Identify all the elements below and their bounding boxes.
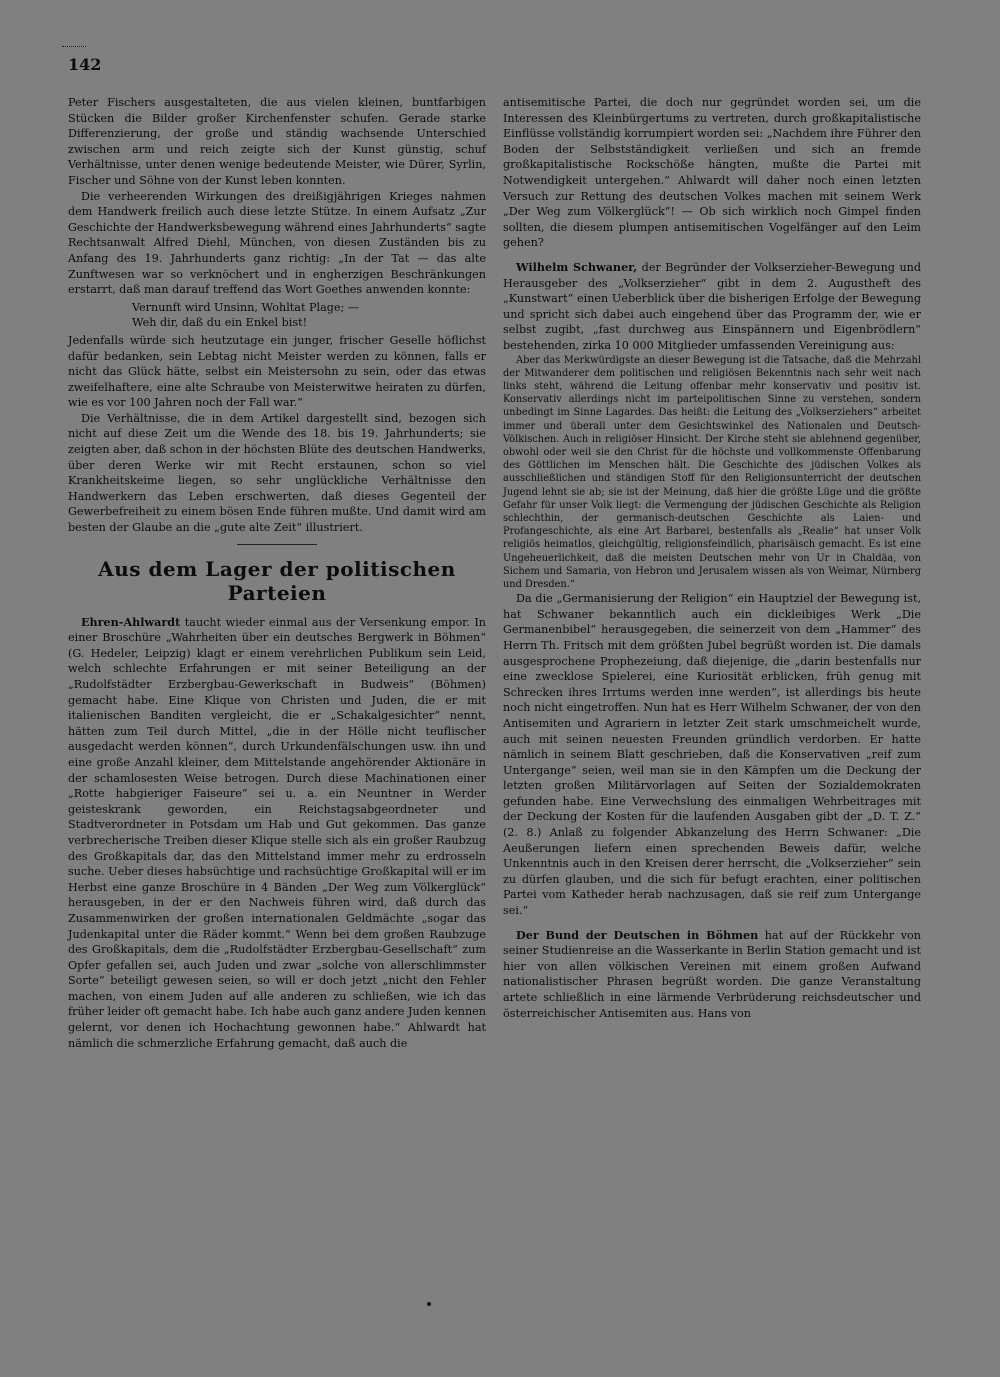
right-paragraph-1: antisemitische Partei, die doch nur gegründet worden sei, um die Interessen des Kleinbürgertums zu vertreten, durch großkapitalistische Einflüsse vollständig korrumpiert worden sei: „Nachdem ihre Führer den Boden der Selbstständigkeit verließen und sich an fremde großkapitalistische Rockschöße hängten, mußte die Partei mit Notwendigkeit untergehen.“ Ahlwardt will daher noch einen letzten Versuch zur Rettung des deutschen Volkes machen mit seinem Werk „Der Weg zum Völkerglück“! — Ob sich wirklich noch Gimpel finden sollten, die diesem plumpen antisemitischen Vogelfänger auf den Leim gehen? (503, 96, 921, 250)
left-paragraph-4: Die Verhältnisse, die in dem Artikel dargestellt sind, bezogen sich nicht auf diese Zeit um die Wende des 18. bis 19. Jahrhunderts; sie zeigten aber, daß schon in der höchsten Blüte des deutschen Handwerks, über deren Werke wir mit Recht erstaunen, schon so viel Krankheitskeime liegen, so sehr unglückliche Verhältnisse den Handwerkern das Leben erschwerten, daß dieses Gegenteil der Gewerbefreiheit zu einem bösen Ende führen mußte. Und damit wird am besten der Glaube an die „gute alte Zeit“ illustriert. (68, 411, 486, 535)
block-quote: Aber das Merkwürdigste an dieser Bewegung ist die Tatsache, daß die Mehrzahl der Mitwanderer dem politischen und religiösen Bekenntnis nach sehr weit nach links steht, während die Leitung offenbar mehr konservativ und positiv ist. Konservativ allerdings nicht im parteipolitischen Sinne zu verstehen, sondern unbedingt im Sinne Lagardes. Das heißt: die Leitung des „Volkserziehers“ arbeitet immer und überall unter dem Gesichtswinkel des Nationalen und Deutsch-Völkischen. Auch in religiöser Hinsicht. Der Kirche steht sie ablehnend gegenüber, obwohl oder weil sie den Christ für die höchste und vollkommenste Offenbarung des Göttlichen im Menschen hält. Die Geschichte des jüdischen Volkes als ausschließlichen und ständigen Stoff für den Religionsunterricht der deutschen Jugend lehnt sie ab; sie ist der Meinung, daß hier die größte Lüge und die größte Gefahr für unser Volk liegt: die Vermengung der jüdischen Geschichte als Religion schlechthin, der germanisch-deutschen Geschichte als Laien- und Profangeschichte, als eine Art Barbarei, bestenfalls als „Realie“ hat unser Volk religiös heimatlos, gleichgültig, religionsfeindlich, pharisäisch gemacht. Es ist eine Ungeheuerlichkeit, daß die meisten Deutschen mehr von Ur in Chaldäa, von Sichem und Samaria, von Hebron und Jerusalem wissen als von Weimar, Nürnberg und Dresden.“ (503, 354, 921, 590)
section-divider (237, 544, 317, 545)
entry-name-bund: Der Bund der Deutschen in Böhmen (516, 927, 759, 942)
verse-line-2: Weh dir, daß du ein Enkel bist! (132, 316, 308, 330)
entry-text-bund: hat auf der Rückkehr von seiner Studienreise an die Wasserkante in Berlin Station gemacht und ist hier von allen völkischen Vereinen mit einem großen Aufwand nationalistischer Phrasen begrüßt worden. Die ganze Veranstaltung artete schließlich in eine lärmende Verbrüderung reichsdeutscher und österreichischer Antisemiten aus. Hans von (503, 928, 921, 1020)
entry-name-schwaner: Wilhelm Schwaner, (516, 259, 638, 274)
left-paragraph-5 (68, 615, 486, 1052)
section-heading: Aus dem Lager der politischen Parteien (98, 556, 456, 605)
right-paragraph-3: Da die „Germanisierung der Religion“ ein Hauptziel der Bewegung ist, hat Schwaner bekanntlich auch ein dickleibiges Werk „Die Germanenbibel“ herausgegeben, die seinerzeit von dem „Hammer“ des Herrn Th. Fritsch mit dem größten Jubel begrüßt worden ist. Die damals ausgesprochene Prophezeiung, daß diejenige, die „darin bestenfalls nur eine zwecklose Spielerei, eine Kuriosität erblicken, früh genug mit Schrecken ihres Irrtums werden inne werden“, ist allerdings bis heute noch nicht eingetroffen. Nun hat es Herr Wilhelm Schwaner, der von den Antisemiten und Agrariern in letzter Zeit stark umschmeichelt wurde, auch mit seinen neuesten Freunden gründlich verdorben. Er hatte nämlich in seinem Blatt geschrieben, daß die Konservativen „reif zum Untergange“ seien, weil man sie in den Kämpfen um die Deckung der letzten großen Militärvorlagen auf Seiten der Sozialdemokraten gefunden habe. Eine Verwechslung des einmaligen Wehrbeitrages mit der Deckung der Kosten für die laufenden Ausgaben gibt der „D. T. Z.“ (2. 8.) Anlaß zu folgender Abkanzelung des Herrn Schwaner: „Die Aeußerungen liefern einen sprechenden Beweis dafür, welche Unkenntnis auch in den Kreisen derer herrscht, die „Volkserzieher“ sein zu dürfen glauben, und die sich für befugt erachten, einer politischen Partei vom Katheder herab nachzusagen, daß sie reif zum Untergange sei.“ (503, 592, 921, 918)
page-number: 142 (68, 55, 102, 74)
left-paragraph-1: Peter Fischers ausgestalteten, die aus vielen kleinen, buntfarbigen Stücken die Bilder großer Kirchenfenster schufen. Gerade starke Differenzierung, der große und ständig wachsende Unterschied zwischen arm und reich zeigte sich der Kunst günstig, schuf Verhältnisse, unter denen wenige bedeutende Meister, wie Dürer, Syrlin, Fischer und Söhne von der Kunst leben konnten. (68, 96, 486, 187)
entry-text-ahlwardt: taucht wieder einmal aus der Versenkung empor. In einer Broschüre „Wahrheiten über ein deutsches Bergwerk in Böhmen“ (G. Hedeler, Leipzig) klagt er einem verehrlichen Publikum sein Leid, welch schlechte Erfahrungen er mit seiner Beteiligung an der „Rudolfstädter Erzbergbau-Gewerkschaft in Budweis“ (Böhmen) gemacht habe. Eine Klique von Christen und Juden, die er mit italienischen Banditen vergleicht, die er „Schakalgesichter“ nennt, hätten zum Teil durch Mittel, „die in der Hölle nicht teuflischer ausgedacht werden können“, durch Urkundenfälschungen usw. ihn und eine große Anzahl kleiner, dem Mittelstande angehörender Aktionäre in der schamlosesten Weise betrogen. Durch diese Machinationen einer „Rotte habgieriger Faiseure“ sei u. a. ein Neuntner in Werder geisteskrank geworden, ein Reichstagsabgeordneter und Stadtverordneter in Potsdam um Hab und Gut gekommen. Das ganze verbrecherische Treiben dieser Klique stelle sich als ein großer Raubzug des Großkapitals dar, das den Mittelstand immer mehr zu erdrosseln suche. Ueber dieses habsüchtige und rachsüchtige Großkapital will er im Herbst eine ganze Broschüre in 4 Bänden „Der Weg zum Völkerglück“ herausgeben, in der er den Nachweis führen wird, daß durch das Zusammenwirken der großen internationalen Geldmächte „sogar das Judenkapital unter die Räder kommt.“ Wenn bei dem großen Raubzuge des Großkapitals, dem die „Rudolfstädter Erzbergbau-Gesellschaft“ zum Opfer gefallen sei, auch Juden und zwar „solche von allerschlimmster Sorte“ beteiligt gewesen seien, so will er doch jetzt „nicht den Fehler machen, von einem Juden auf alle anderen zu schließen, wie ich das früher leider oft gemacht habe. Ich habe auch ganz andere Juden kennen gelernt, vor denen ich Hochachtung gewonnen habe.“ Ahlwardt hat nämlich die schmerzliche Erfahrung gemacht, daß auch die (68, 615, 486, 1050)
right-paragraph-2 (503, 260, 921, 354)
right-column (503, 95, 921, 1021)
verse-line-1: Vernunft wird Unsinn, Wohltat Plage; — (132, 300, 360, 314)
footer-dot (427, 1302, 431, 1306)
right-paragraph-4 (503, 928, 921, 1022)
entry-text-schwaner: der Begründer der Volkserzieher-Bewegung und Herausgeber des „Volkserzieher“ gibt in dem 2. Augustheft des „Kunstwart“ einen Ueberblick über die bisherigen Erfolge der Bewegung und spricht sich dabei auch eingehend über das Programm der, wie er selbst zugibt, „fast durchweg aus Einspännern und Eigenbrödlern“ bestehenden, zirka 10 000 Mitglieder umfassenden Vereinigung aus: (503, 260, 922, 352)
goethe-verse (132, 300, 486, 331)
left-paragraph-3: Jedenfalls würde sich heutzutage ein junger, frischer Geselle höflichst dafür bedanken, sein Lebtag nicht Meister werden zu können, falls er nicht das Glück hätte, selbst ein Meistersohn zu sein, oder das etwas zweifelhaftere, eine alte Schraube von Meisterwitwe heiraten zu dürfen, wie es vor 100 Jahren noch der Fall war.“ (68, 333, 486, 410)
entry-name-ahlwardt: Ehren-Ahlwardt (81, 614, 181, 629)
left-paragraph-2: Die verheerenden Wirkungen des dreißigjährigen Krieges nahmen dem Handwerk freilich auch diese letzte Stütze. In einem Aufsatz „Zur Geschichte der Handwerksbewegung während eines Jahrhunderts“ sagte Rechtsanwalt Alfred Diehl, München, von diesen Zuständen bis zu Anfang des 19. Jahrhunderts ganz richtig: „In der Tat — das alte Zunftwesen war so verknöchert und in engherzigen Beschränkungen erstarrt, daß man darauf treffend das Wort Goethes anwenden konnte: (68, 189, 486, 297)
left-column (68, 95, 486, 1051)
margin-marks (62, 46, 86, 50)
